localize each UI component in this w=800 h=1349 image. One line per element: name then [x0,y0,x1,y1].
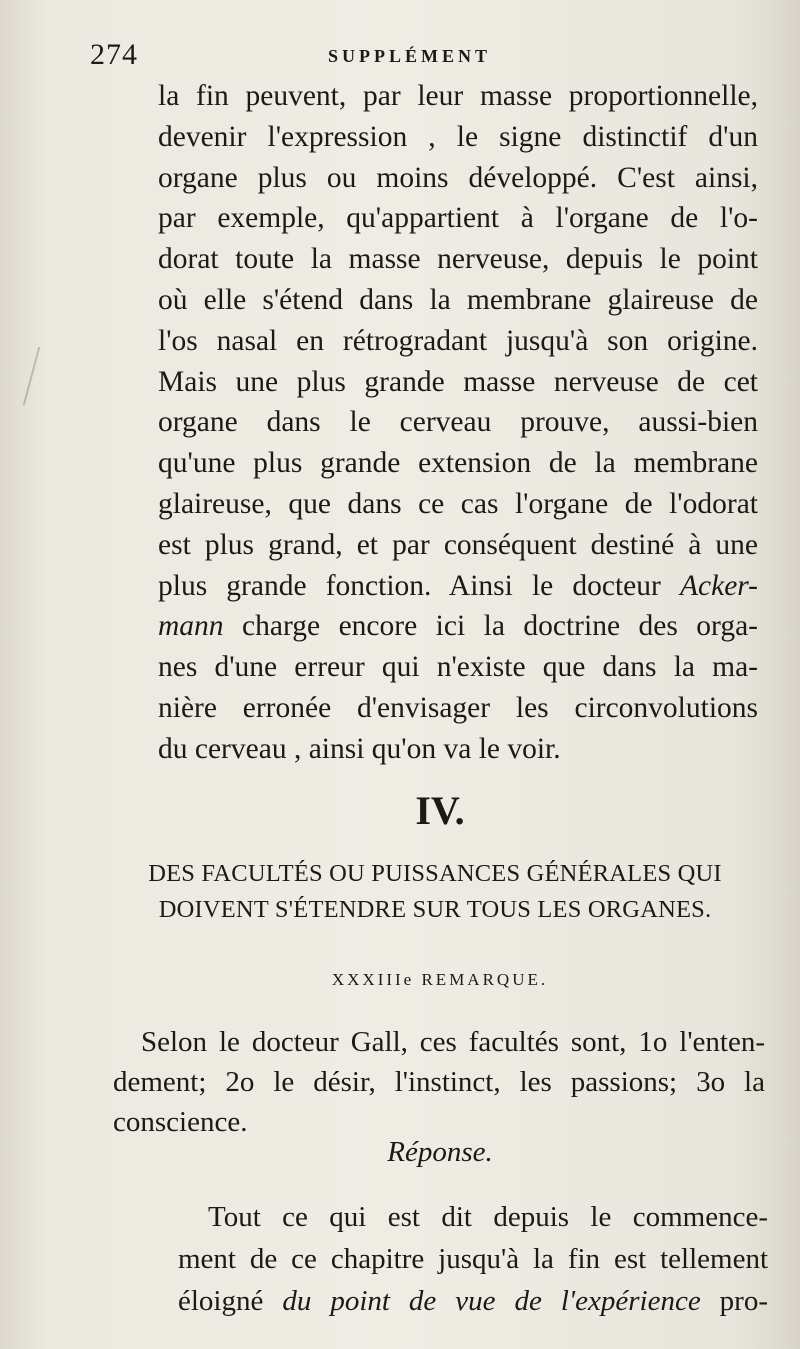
text-line: qu'une plus grande extension de la membrane [158,447,758,480]
remark-title: XXXIIIe REMARQUE. [331,970,549,989]
heading-line: DES FACULTÉS OU PUISSANCES GÉNÉRALES QUI [148,860,722,887]
page-number: 274 [90,38,138,71]
text-line: Tout ce qui est dit depuis le commence- [208,1201,768,1233]
text-line: par exemple, qu'appartient à l'organe de l'o- [158,202,758,235]
text-line-with-name [158,606,758,647]
body-text [158,76,758,770]
italic-name: Acker- [679,569,758,602]
text-line: la fin peuvent, par leur masse proportionnelle, [158,80,758,112]
text-line: l'os nasal en rétrogradant jusqu'à son origine. [158,324,758,357]
text-line: est plus grand, et par conséquent destiné à une [158,528,758,561]
italic-name: mann [158,610,224,643]
text-line: où elle s'étend dans la membrane glaireuse de [158,283,758,316]
section-heading [115,856,755,928]
text-segment: plus grande fonction. Ainsi le docteur [158,569,680,602]
text-line: dement; 2o le désir, l'instinct, les passions; 3o la [113,1066,765,1098]
text-line: nes d'une erreur qui n'existe que dans la ma- [158,651,758,684]
text-line: dorat toute la masse nerveuse, depuis le point [158,243,758,276]
margin-mark [23,347,69,413]
text-line: du cerveau , ainsi qu'on va le voir. [158,732,561,765]
running-head: SUPPLÉMENT [328,46,492,66]
remark-text [113,1022,765,1142]
text-line: nière erronée d'envisager les circonvolutions [158,691,758,724]
text-line-with-italic [178,1280,768,1322]
italic-phrase: du point de vue de l'expérience [282,1285,701,1317]
text-line: devenir l'expression , le signe distinctif d'un [158,120,758,153]
text-segment: pro- [700,1285,768,1317]
section-numeral: IV. [415,788,465,833]
text-line-with-name [158,566,758,607]
text-line: glaireuse, que dans ce cas l'organe de l'odorat [158,487,758,520]
text-line: ment de ce chapitre jusqu'à la fin est tellement [178,1243,768,1275]
text-line: organe plus ou moins développé. C'est ainsi, [158,161,758,194]
text-segment: éloigné [178,1285,283,1317]
text-segment: charge encore ici la doctrine des orga- [242,610,759,643]
text-line: Selon le docteur Gall, ces facultés sont, 1o l'enten- [141,1026,765,1058]
text-line: conscience. [113,1106,248,1138]
text-line: organe dans le cerveau prouve, aussi-bien [158,406,758,439]
text-line: Mais une plus grande masse nerveuse de cet [158,365,758,398]
reponse-heading: Réponse. [387,1136,493,1168]
reply-text [178,1196,768,1322]
heading-line: DOIVENT S'ÉTENDRE SUR TOUS LES ORGANES. [158,896,712,923]
